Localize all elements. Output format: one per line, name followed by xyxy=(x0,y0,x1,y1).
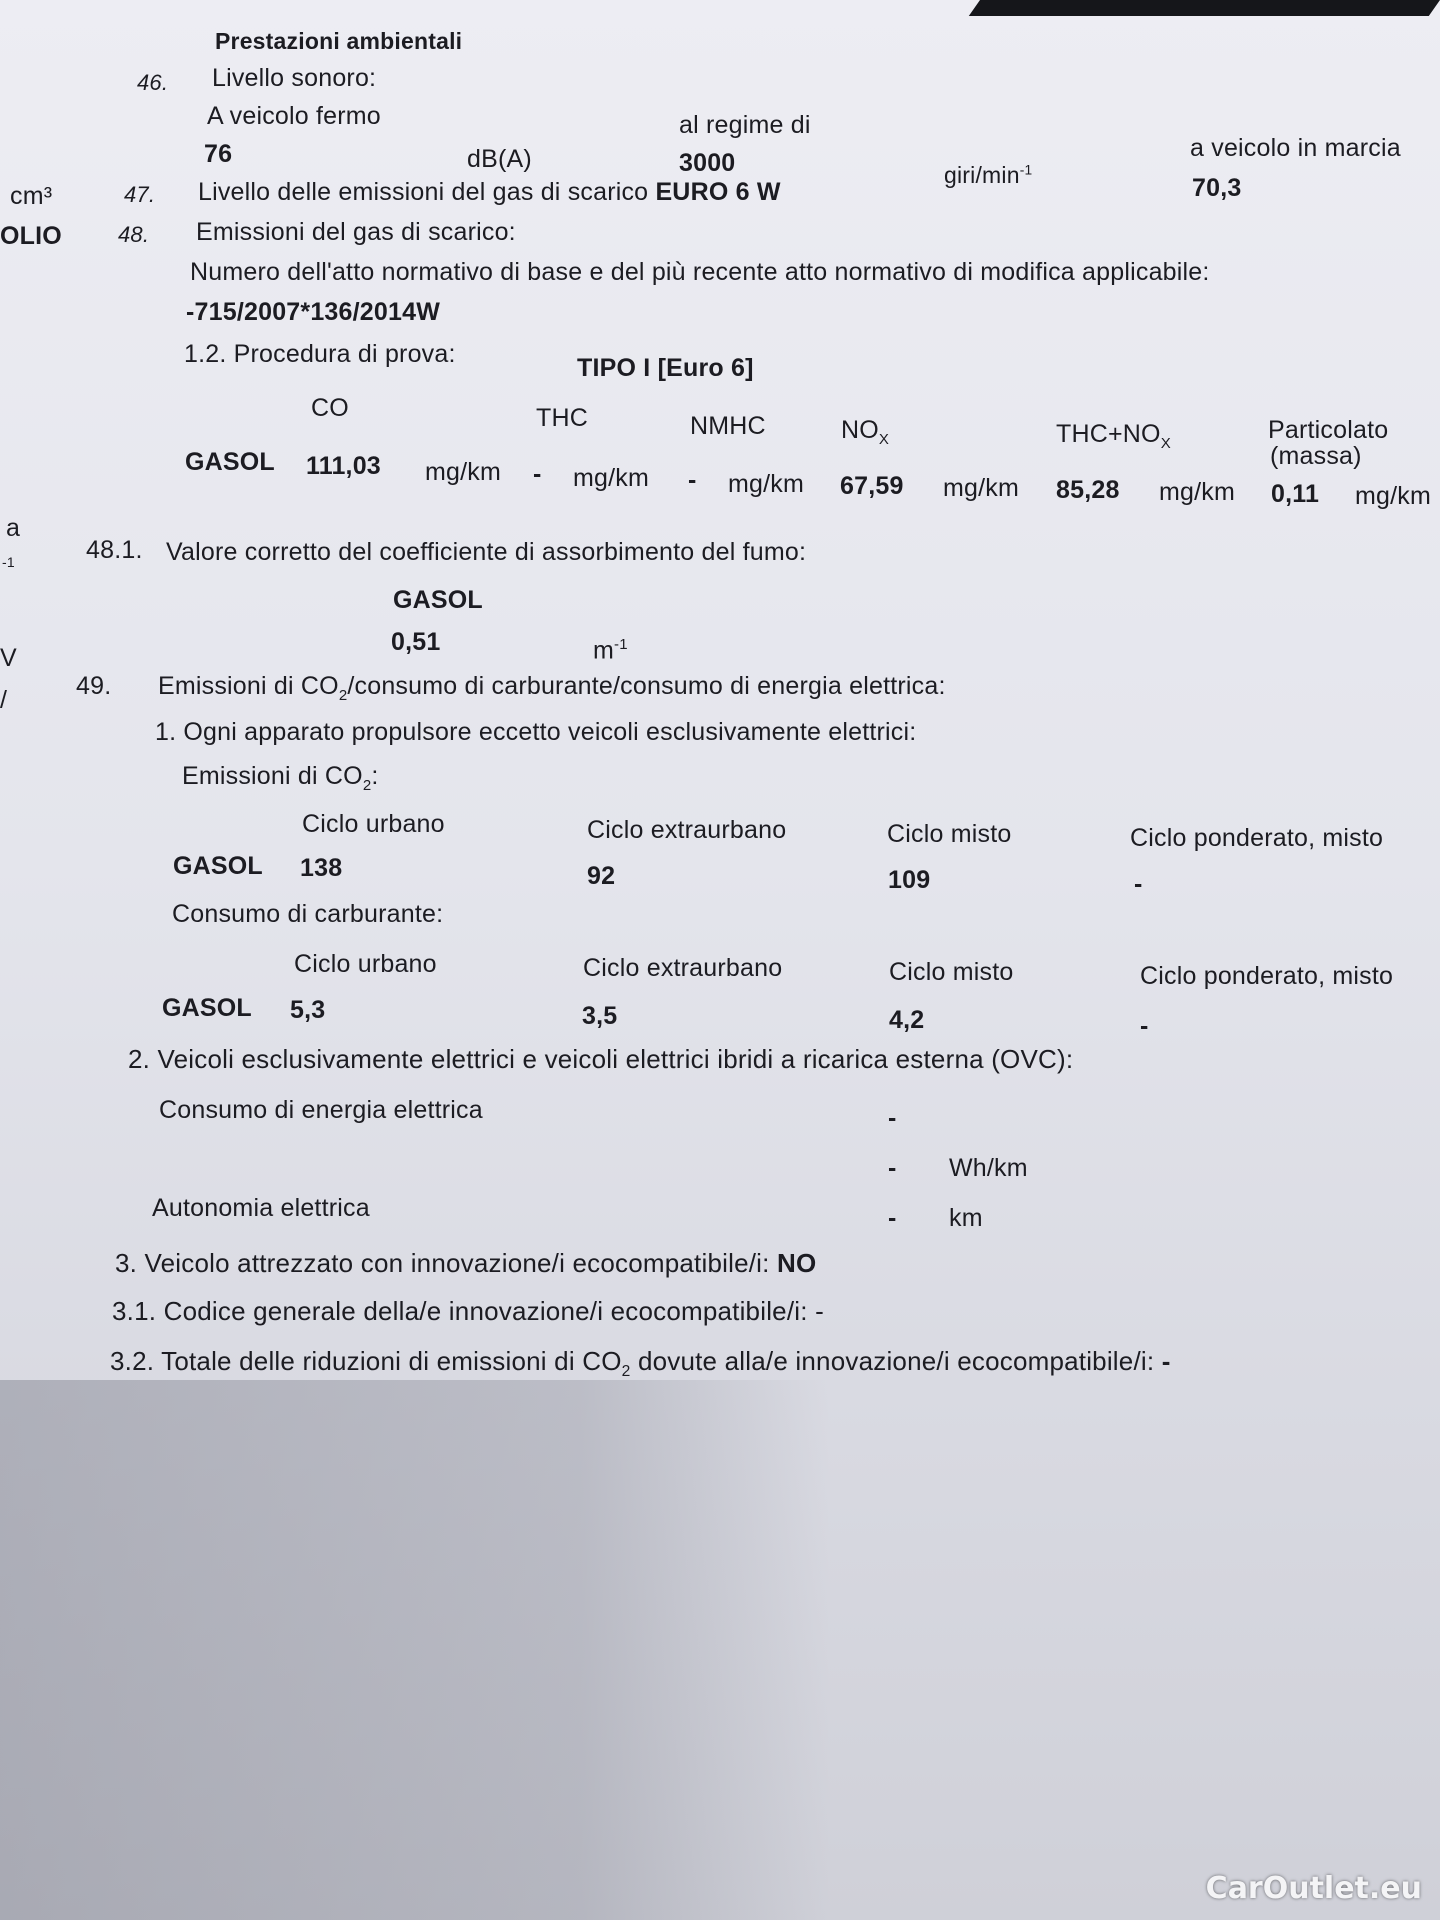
fuel-consumption-label: Consumo di carburante: xyxy=(172,900,444,928)
range-label: Autonomia elettrica xyxy=(152,1194,370,1222)
stationary-label: A veicolo fermo xyxy=(207,102,381,130)
sub-3-1-label: 3.1. Codice generale della/e innovazione/i ecocompatibile/i: - xyxy=(112,1296,824,1326)
hand-shadow xyxy=(0,1380,830,1920)
particolato-value: 0,11 xyxy=(1271,480,1320,508)
normative-label: Numero dell'atto normativo di base e del più recente atto normativo di modifica applicabile: xyxy=(190,258,1210,286)
thc-nox-value: 85,28 xyxy=(1056,476,1120,504)
co2-fuel: GASOL xyxy=(173,852,263,880)
margin-minus1: -1 xyxy=(2,554,15,570)
sub-1-label: 1. Ogni apparato propulsore eccetto veicoli esclusivamente elettrici: xyxy=(155,718,917,746)
regime-label: al regime di xyxy=(679,111,811,139)
thc-value: - xyxy=(533,460,542,488)
header-co: CO xyxy=(311,394,349,422)
regime-value: 3000 xyxy=(679,149,736,177)
smoke-fuel: GASOL xyxy=(393,586,483,614)
watermark-logo: CarOutlet.eu xyxy=(1205,1871,1422,1906)
header-particolato: Particolato xyxy=(1268,416,1389,444)
range-unit: km xyxy=(949,1204,983,1232)
fuel-extra-value: 3,5 xyxy=(582,1002,618,1030)
fuel-fuel: GASOL xyxy=(162,994,252,1022)
energy-unit: Wh/km xyxy=(949,1154,1028,1182)
margin-slash: / xyxy=(0,686,8,714)
particolato-unit: mg/km xyxy=(1355,482,1431,510)
rpm-unit: giri/$\min^{-1}$ xyxy=(944,162,1033,188)
header-thc: THC xyxy=(536,404,588,432)
item-46-number: 46. xyxy=(137,70,169,95)
margin-olio: OLIO xyxy=(0,222,62,250)
co2-mixed-value: 109 xyxy=(888,866,931,894)
fuel-weighted-value: - xyxy=(1140,1012,1149,1040)
fuel-mixed-value: 4,2 xyxy=(889,1006,925,1034)
item-46-label: Livello sonoro: xyxy=(212,64,377,92)
fuel-mixed-header: Ciclo misto xyxy=(889,958,1014,986)
moving-label: a veicolo in marcia xyxy=(1190,134,1401,162)
item-48-label: Emissioni del gas di scarico: xyxy=(196,218,516,246)
procedure-value: TIPO I [Euro 6] xyxy=(577,354,754,382)
section-title: Prestazioni ambientali xyxy=(215,28,463,54)
item-47-text: Livello delle emissioni del gas di scarico EURO 6 W xyxy=(198,178,781,206)
sub-2-label: 2. Veicoli esclusivamente elettrici e veicoli elettrici ibridi a ricarica esterna (OVC): xyxy=(128,1044,1074,1074)
item-49-label: Emissioni di $CO_2$/consumo di carburante/consumo di energia elettrica: xyxy=(158,672,946,704)
co-unit: mg/km xyxy=(425,458,501,486)
fuel-extra-header: Ciclo extraurbano xyxy=(583,954,783,982)
nmhc-value: - xyxy=(688,466,697,494)
nox-unit: mg/km xyxy=(943,474,1019,502)
range-value: - xyxy=(888,1204,897,1232)
header-massa: (massa) xyxy=(1270,442,1362,470)
item-48-number: 48. xyxy=(118,222,150,247)
co2-weighted-header: Ciclo ponderato, misto xyxy=(1130,824,1384,852)
co2-weighted-value: - xyxy=(1134,870,1143,898)
energy-value-2: - xyxy=(888,1154,897,1182)
co2-extra-header: Ciclo extraurbano xyxy=(587,816,787,844)
normative-value: -715/2007*136/2014W xyxy=(186,298,440,326)
co2-mixed-header: Ciclo misto xyxy=(887,820,1012,848)
moving-value: 70,3 xyxy=(1192,174,1242,202)
co2-urban-value: 138 xyxy=(300,854,343,882)
item-48-1-label: Valore corretto del coefficiente di assorbimento del fumo: xyxy=(166,538,807,566)
energy-value-1: - xyxy=(888,1104,897,1132)
energy-label: Consumo di energia elettrica xyxy=(159,1096,483,1124)
stationary-value: 76 xyxy=(204,140,233,168)
nox-value: 67,59 xyxy=(840,472,904,500)
header-nmhc: NMHC xyxy=(690,412,766,440)
co2-extra-value: 92 xyxy=(587,862,616,890)
header-nox: $NO_X$ xyxy=(841,416,890,448)
dark-edge xyxy=(969,0,1440,16)
smoke-unit: $m^{-1}$ xyxy=(593,636,628,665)
co2-label: Emissioni di $CO_2$: xyxy=(182,762,379,794)
procedure-label: 1.2. Procedura di prova: xyxy=(184,340,456,368)
header-thc-nox: $THC+NO_X$ xyxy=(1056,420,1171,452)
emissions-fuel: GASOL xyxy=(185,448,275,476)
margin-v: V xyxy=(0,644,17,672)
sub-3-2-label: 3.2. Totale delle riduzioni di emissioni di $CO_2$ dovute alla/e innovazione/i ecocompatibile/i: - xyxy=(110,1346,1171,1381)
co2-urban-header: Ciclo urbano xyxy=(302,810,445,838)
item-47-number: 47. xyxy=(124,182,156,207)
co-value: 111,03 xyxy=(306,452,381,480)
thc-unit: mg/km xyxy=(573,464,649,492)
fuel-weighted-header: Ciclo ponderato, misto xyxy=(1140,962,1394,990)
item-49-number: 49. xyxy=(76,672,112,700)
sub-3-label: 3. Veicolo attrezzato con innovazione/i ecocompatibile/i: NO xyxy=(115,1248,817,1278)
margin-cm3: cm³ xyxy=(10,182,53,210)
db-unit: dB(A) xyxy=(467,145,532,173)
fuel-urban-value: 5,3 xyxy=(290,996,326,1024)
smoke-value: 0,51 xyxy=(391,628,441,656)
margin-a: a xyxy=(6,514,21,542)
nmhc-unit: mg/km xyxy=(728,470,804,498)
fuel-urban-header: Ciclo urbano xyxy=(294,950,437,978)
item-48-1-number: 48.1. xyxy=(86,536,143,564)
thc-nox-unit: mg/km xyxy=(1159,478,1235,506)
